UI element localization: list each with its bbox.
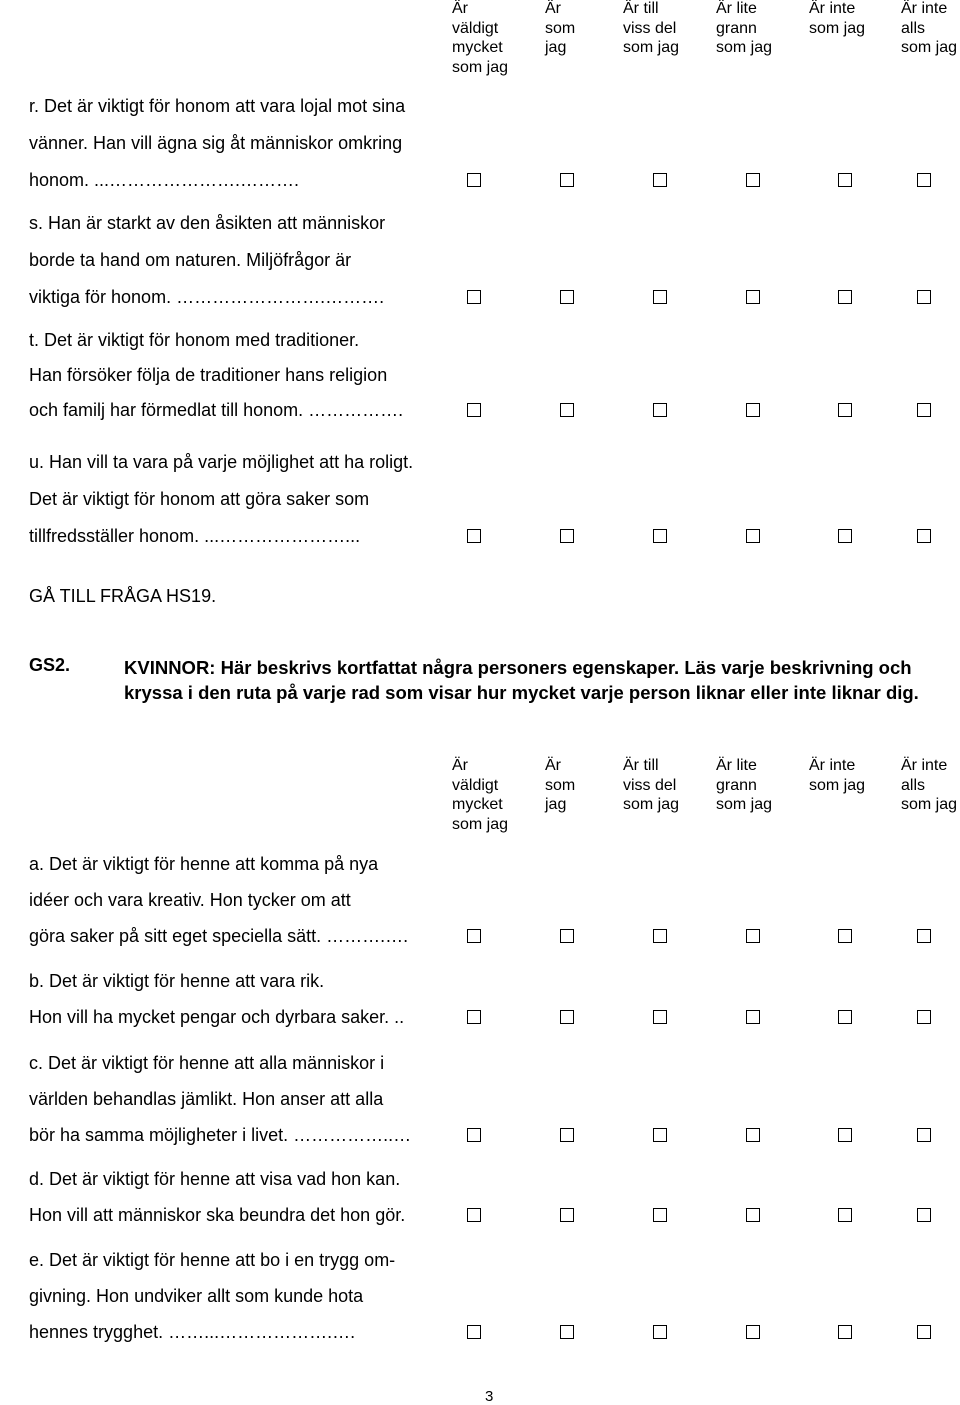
response-checkbox-2[interactable] [560,529,574,543]
scale-header-1 [452,0,522,77]
scale-header-line: som jag [716,796,773,813]
response-checkbox-6[interactable] [917,1208,931,1222]
scale-header-line: som jag [716,39,773,56]
response-checkbox-1[interactable] [467,290,481,304]
response-checkbox-4[interactable] [746,1325,760,1339]
scale-header-line: Är [452,757,468,774]
response-checkbox-2[interactable] [560,403,574,417]
response-checkbox-2[interactable] [560,173,574,187]
scale-header-line: Är inte [901,757,948,774]
scale-header-line: viss del [623,19,677,37]
item-text-line: och familj har förmedlat till honom. ……………. [29,400,404,420]
item-text-line: b. Det är viktigt för henne att vara rik. [29,971,325,991]
response-checkbox-4[interactable] [746,173,760,187]
scale-header-line: som jag [809,19,866,37]
response-checkbox-3[interactable] [653,1010,667,1024]
scale-header-5 [809,0,879,38]
scale-header-line: som jag [452,815,509,833]
response-checkbox-5[interactable] [838,173,852,187]
response-checkbox-1[interactable] [467,1010,481,1024]
scale-header-2 [545,0,615,58]
scale-header-line: väldigt [452,19,499,37]
scale-header-line: Är [545,0,561,17]
response-checkbox-5[interactable] [838,1208,852,1222]
response-checkbox-1[interactable] [467,1128,481,1142]
scale-header-6 [901,0,960,58]
response-checkbox-6[interactable] [917,173,931,187]
scale-header-5 [809,756,879,795]
response-checkbox-5[interactable] [838,529,852,543]
scale-header-4 [716,756,786,815]
response-checkbox-5[interactable] [838,1128,852,1142]
response-checkbox-4[interactable] [746,403,760,417]
scale-header-line: grann [716,19,757,37]
scale-header-1 [452,756,522,834]
response-checkbox-2[interactable] [560,1010,574,1024]
question-id: GS2. [29,655,71,675]
response-checkbox-6[interactable] [917,1325,931,1339]
response-checkbox-3[interactable] [653,1325,667,1339]
response-checkbox-3[interactable] [653,529,667,543]
response-checkbox-4[interactable] [746,929,760,943]
response-checkbox-1[interactable] [467,173,481,187]
scale-header-line: som jag [623,39,680,56]
item-text-line: u. Han vill ta vara på varje möjlighet att ha roligt. [29,452,414,472]
scale-header-2 [545,756,615,815]
scale-header-line: som jag [452,58,509,76]
response-checkbox-4[interactable] [746,1128,760,1142]
response-checkbox-6[interactable] [917,403,931,417]
response-checkbox-3[interactable] [653,290,667,304]
response-checkbox-2[interactable] [560,1325,574,1339]
scale-header-line: Är [545,757,561,774]
item-text-line: borde ta hand om naturen. Miljöfrågor är [29,250,352,270]
item-text-line: Hon vill ha mycket pengar och dyrbara saker. .. [29,1007,405,1027]
scale-header-line: Är lite [716,757,757,774]
scale-header-3 [623,0,693,58]
response-checkbox-4[interactable] [746,529,760,543]
response-checkbox-4[interactable] [746,290,760,304]
response-checkbox-4[interactable] [746,1208,760,1222]
response-checkbox-6[interactable] [917,529,931,543]
response-checkbox-1[interactable] [467,1325,481,1339]
item-text-line: e. Det är viktigt för henne att bo i en trygg om- [29,1250,396,1270]
goto-instruction: GÅ TILL FRÅGA HS19. [29,586,217,606]
item-text-line: viktiga för honom. …………………….………. [29,287,385,307]
scale-header-4 [716,0,786,58]
response-checkbox-1[interactable] [467,1208,481,1222]
response-checkbox-2[interactable] [560,290,574,304]
scale-header-line: mycket [452,39,503,56]
item-text-line: Han försöker följa de traditioner hans religion [29,365,388,385]
response-checkbox-6[interactable] [917,1010,931,1024]
scale-header-line: som jag [901,39,958,56]
item-text-line: r. Det är viktigt för honom att vara lojal mot sina [29,96,406,116]
item-text-line: bör ha samma möjligheter i livet. ……………..… [29,1125,412,1145]
response-checkbox-3[interactable] [653,929,667,943]
item-text-line: hennes trygghet. ……...……………….…. [29,1322,356,1342]
scale-header-line: Är inte [809,0,856,17]
scale-header-line: Är inte [901,0,948,17]
response-checkbox-1[interactable] [467,529,481,543]
response-checkbox-3[interactable] [653,403,667,417]
scale-header-line: som jag [809,776,866,794]
scale-header-line: mycket [452,796,503,813]
scale-header-line: jag [545,39,567,56]
response-checkbox-6[interactable] [917,290,931,304]
scale-header-line: som [545,19,576,37]
scale-header-line: Är till [623,0,659,17]
scale-header-line: som jag [901,796,958,813]
item-text-line: världen behandlas jämlikt. Hon anser att alla [29,1089,384,1109]
scale-header-line: grann [716,776,757,794]
item-text-line: d. Det är viktigt för henne att visa vad hon kan. [29,1169,401,1189]
scale-header-3 [623,756,693,815]
scale-header-line: alls [901,19,926,37]
item-text-line: tillfredsställer honom. ...…………………... [29,526,361,546]
response-checkbox-3[interactable] [653,1208,667,1222]
scale-header-line: Är till [623,757,659,774]
response-checkbox-1[interactable] [467,929,481,943]
response-checkbox-5[interactable] [838,403,852,417]
response-checkbox-5[interactable] [838,290,852,304]
scale-header-line: alls [901,776,926,794]
item-text-line: c. Det är viktigt för henne att alla människor i [29,1053,385,1073]
response-checkbox-4[interactable] [746,1010,760,1024]
scale-header-line: väldigt [452,776,499,794]
item-text-line: t. Det är viktigt för honom med traditioner. [29,330,360,350]
response-checkbox-2[interactable] [560,929,574,943]
response-checkbox-6[interactable] [917,929,931,943]
scale-header-line: Är [452,0,468,17]
item-text-line: s. Han är starkt av den åsikten att människor [29,213,386,233]
item-text-line: göra saker på sitt eget speciella sätt. ……….…. [29,926,409,946]
response-checkbox-3[interactable] [653,1128,667,1142]
question-instruction: KVINNOR: Här beskrivs kortfattat några personers egenskaper. Läs varje beskrivning och kryssa i den ruta på varje rad som visar hur mycket varje person liknar eller inte liknar dig. [124,657,919,703]
item-text-line: idéer och vara kreativ. Hon tycker om att [29,890,351,910]
item-text-line: Det är viktigt för honom att göra saker som [29,489,370,509]
response-checkbox-6[interactable] [917,1128,931,1142]
item-text-line: a. Det är viktigt för henne att komma på nya [29,854,379,874]
scale-header-line: viss del [623,776,677,794]
response-checkbox-1[interactable] [467,403,481,417]
response-checkbox-2[interactable] [560,1208,574,1222]
item-text-line: Hon vill att människor ska beundra det hon gör. [29,1205,406,1225]
page-number: 3 [485,1388,494,1405]
response-checkbox-5[interactable] [838,1010,852,1024]
response-checkbox-5[interactable] [838,929,852,943]
scale-header-line: Är inte [809,757,856,774]
scale-header-line: Är lite [716,0,757,17]
response-checkbox-3[interactable] [653,173,667,187]
item-text-line: vänner. Han vill ägna sig åt människor omkring [29,133,403,153]
scale-header-line: jag [545,796,567,813]
scale-header-6 [901,756,960,815]
item-text-line: givning. Hon undviker allt som kunde hota [29,1286,364,1306]
scale-header-line: som [545,776,576,794]
response-checkbox-5[interactable] [838,1325,852,1339]
scale-header-line: som jag [623,796,680,813]
item-text-line: honom. ...………………….………. [29,170,300,190]
response-checkbox-2[interactable] [560,1128,574,1142]
